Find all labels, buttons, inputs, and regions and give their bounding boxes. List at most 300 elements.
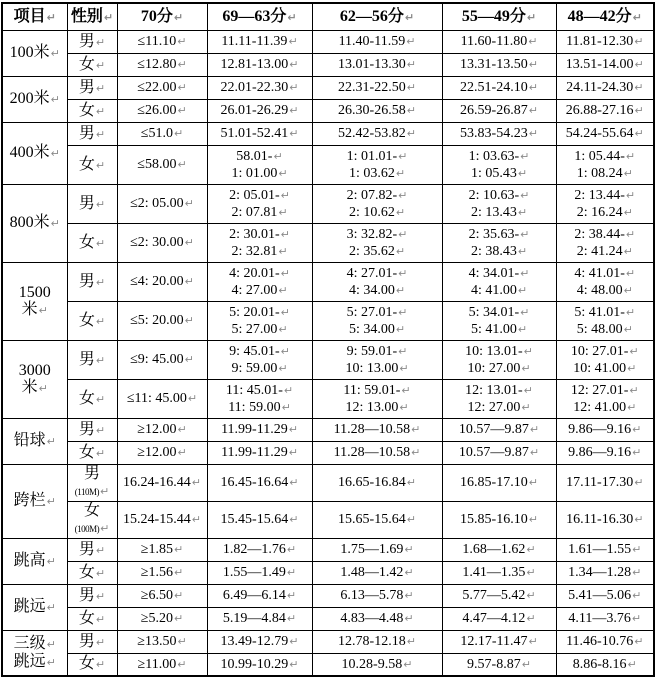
- gender-cell[interactable]: [67, 464, 117, 501]
- paragraph-mark-icon: ↵: [46, 435, 56, 448]
- score-cell[interactable]: [207, 607, 312, 630]
- cell-text: 1.82—1.76: [222, 542, 286, 557]
- score-cell[interactable]: [556, 418, 654, 441]
- paragraph-mark-icon: ↵: [625, 227, 636, 241]
- paragraph-mark-icon: ↵: [520, 266, 530, 280]
- cell-text: ≥12.00: [137, 422, 177, 437]
- cell-text: ≤12.80: [137, 57, 177, 72]
- score-cell[interactable]: [556, 122, 654, 145]
- score-cell[interactable]: [117, 501, 207, 538]
- table-row: [2, 223, 654, 262]
- cell-line: [209, 421, 311, 438]
- score-cell[interactable]: [207, 464, 312, 501]
- paragraph-mark-icon: ↵: [529, 446, 540, 459]
- score-cell[interactable]: [442, 653, 556, 676]
- cell-line: [314, 399, 441, 416]
- score-cell[interactable]: [556, 630, 654, 653]
- paragraph-mark-icon: ↵: [95, 446, 106, 460]
- cell-line: [558, 79, 653, 96]
- score-cell[interactable]: [442, 145, 556, 184]
- paragraph-mark-icon: ↵: [526, 612, 536, 625]
- gender-cell[interactable]: [67, 262, 117, 301]
- cell-line: [444, 79, 555, 96]
- paragraph-mark-icon: ↵: [625, 149, 636, 163]
- score-cell[interactable]: [442, 501, 556, 538]
- cell-text: 51.01-52.41: [220, 126, 289, 141]
- score-cell[interactable]: [312, 30, 442, 53]
- cell-line: [314, 187, 441, 204]
- cell-line: [209, 8, 311, 26]
- paragraph-mark-icon: ↵: [46, 555, 56, 568]
- score-cell[interactable]: [117, 441, 207, 464]
- cell-line: [209, 187, 311, 204]
- cell-line: [444, 226, 555, 243]
- score-cell[interactable]: [117, 538, 207, 561]
- score-cell[interactable]: [442, 122, 556, 145]
- paragraph-mark-icon: ↵: [46, 655, 56, 669]
- score-cell[interactable]: [117, 630, 207, 653]
- header-cell[interactable]: [67, 3, 117, 30]
- score-cell[interactable]: [117, 122, 207, 145]
- paragraph-mark-icon: ↵: [278, 283, 288, 297]
- cell-text: (100M): [74, 523, 100, 534]
- event-cell[interactable]: [2, 418, 67, 464]
- cell-text: 3: 32.82-: [346, 226, 398, 242]
- cell-text: ≥1.85: [140, 542, 173, 557]
- gender-cell[interactable]: [67, 441, 117, 464]
- cell-line: [209, 165, 311, 182]
- cell-text: 11.99-11.29: [221, 445, 288, 460]
- cell-text: 5: 34.01-: [468, 304, 520, 320]
- cell-text: 12: 13.00: [345, 399, 399, 415]
- score-cell[interactable]: [442, 301, 556, 340]
- table-row: [2, 184, 654, 223]
- cell-text: 1500: [18, 283, 51, 301]
- paragraph-mark-icon: ↵: [634, 127, 644, 140]
- table-row: [2, 538, 654, 561]
- cell-text: 4: 41.00: [470, 282, 517, 298]
- score-cell[interactable]: [312, 379, 442, 418]
- event-cell[interactable]: [2, 184, 67, 262]
- paragraph-mark-icon: ↵: [526, 543, 536, 556]
- gender-cell[interactable]: [67, 145, 117, 184]
- cell-line: [4, 284, 66, 301]
- cell-line: [69, 33, 116, 51]
- paragraph-mark-icon: ↵: [289, 104, 299, 117]
- score-cell[interactable]: [442, 184, 556, 223]
- score-cell[interactable]: [442, 76, 556, 99]
- event-cell[interactable]: [2, 30, 67, 76]
- score-cell[interactable]: [556, 99, 654, 122]
- header-cell[interactable]: [207, 3, 312, 30]
- paragraph-mark-icon: ↵: [526, 589, 536, 602]
- table-row: [2, 262, 654, 301]
- score-cell[interactable]: [556, 653, 654, 676]
- cell-line: [69, 102, 116, 120]
- score-cell[interactable]: [117, 76, 207, 99]
- score-cell[interactable]: [442, 561, 556, 584]
- cell-line: [69, 8, 116, 26]
- gender-cell[interactable]: [67, 630, 117, 653]
- score-cell[interactable]: [312, 223, 442, 262]
- score-cell[interactable]: [117, 561, 207, 584]
- paragraph-mark-icon: ↵: [173, 566, 184, 579]
- cell-line: [69, 502, 116, 519]
- score-cell[interactable]: [207, 223, 312, 262]
- score-cell[interactable]: [207, 340, 312, 379]
- paragraph-mark-icon: ↵: [406, 127, 416, 140]
- event-cell[interactable]: [2, 340, 67, 418]
- cell-text: 5.77—5.42: [462, 588, 526, 603]
- cell-line: [444, 399, 555, 416]
- event-cell[interactable]: [2, 76, 67, 122]
- header-cell[interactable]: [556, 3, 654, 30]
- paragraph-mark-icon: ↵: [273, 149, 283, 163]
- cell-text: 11: 59.01-: [343, 382, 401, 398]
- score-cell[interactable]: [207, 630, 312, 653]
- cell-text: 男: [78, 350, 95, 368]
- gender-cell[interactable]: [67, 379, 117, 418]
- score-cell[interactable]: [207, 122, 312, 145]
- score-cell[interactable]: [312, 441, 442, 464]
- cell-line: [69, 444, 116, 462]
- cell-text: 跳远: [13, 598, 46, 615]
- cell-text: 9.57-8.87: [467, 656, 521, 672]
- paragraph-mark-icon: ↵: [95, 353, 106, 367]
- score-cell[interactable]: [117, 418, 207, 441]
- score-cell[interactable]: [312, 340, 442, 379]
- event-cell[interactable]: [2, 584, 67, 630]
- score-cell[interactable]: [117, 607, 207, 630]
- gender-cell[interactable]: [67, 607, 117, 630]
- score-cell[interactable]: [312, 464, 442, 501]
- cell-text: 4: 48.00: [576, 282, 623, 298]
- cell-text: 2: 35.63-: [468, 226, 520, 242]
- cell-text: 男: [78, 420, 95, 438]
- cell-text: 11.60-11.80: [460, 34, 528, 49]
- paragraph-mark-icon: ↵: [528, 127, 538, 140]
- score-cell[interactable]: [442, 441, 556, 464]
- header-cell[interactable]: [312, 3, 442, 30]
- cell-text: 15.85-16.10: [460, 512, 528, 527]
- gender-cell[interactable]: [67, 584, 117, 607]
- score-cell[interactable]: [207, 418, 312, 441]
- score-cell[interactable]: [442, 30, 556, 53]
- gender-cell[interactable]: [67, 184, 117, 223]
- score-cell[interactable]: [117, 301, 207, 340]
- paragraph-mark-icon: ↵: [95, 236, 106, 250]
- score-cell[interactable]: [556, 184, 654, 223]
- score-cell[interactable]: [312, 584, 442, 607]
- paragraph-mark-icon: ↵: [517, 244, 528, 258]
- cell-line: [209, 204, 311, 221]
- score-cell[interactable]: [312, 53, 442, 76]
- cell-text: ≥13.50: [137, 634, 177, 649]
- cell-text: 男: [78, 632, 95, 650]
- cell-text: 男: [78, 586, 95, 604]
- cell-text: 2: 13.44-: [574, 187, 625, 203]
- gender-cell[interactable]: [67, 76, 117, 99]
- score-cell[interactable]: [556, 464, 654, 501]
- cell-text: 5: 27.00: [231, 321, 278, 337]
- gender-cell[interactable]: [67, 301, 117, 340]
- cell-line: [4, 90, 66, 108]
- cell-text: 男: [78, 272, 95, 290]
- cell-line: [119, 610, 206, 627]
- score-cell[interactable]: [312, 301, 442, 340]
- paragraph-mark-icon: ↵: [289, 513, 299, 526]
- cell-line: [209, 321, 311, 338]
- paragraph-mark-icon: ↵: [632, 589, 642, 602]
- score-cell[interactable]: [207, 561, 312, 584]
- cell-line: [119, 656, 206, 673]
- table-row: [2, 418, 654, 441]
- score-cell[interactable]: [207, 301, 312, 340]
- cell-line: [444, 564, 555, 581]
- gender-cell[interactable]: [67, 53, 117, 76]
- score-cell[interactable]: [312, 76, 442, 99]
- gender-cell[interactable]: [67, 223, 117, 262]
- score-cell[interactable]: [207, 441, 312, 464]
- score-cell[interactable]: [312, 538, 442, 561]
- gender-cell[interactable]: [67, 653, 117, 676]
- cell-line: [444, 610, 555, 627]
- event-cell[interactable]: [2, 464, 67, 538]
- score-cell[interactable]: [207, 184, 312, 223]
- cell-text: 11: 59.00: [228, 399, 281, 415]
- header-cell[interactable]: [117, 3, 207, 30]
- cell-line: [444, 511, 555, 528]
- gender-cell[interactable]: [67, 122, 117, 145]
- cell-text: 1.48—1.42: [340, 565, 404, 580]
- score-cell[interactable]: [117, 262, 207, 301]
- paragraph-mark-icon: ↵: [278, 322, 288, 336]
- score-cell[interactable]: [117, 340, 207, 379]
- cell-line: [69, 195, 116, 213]
- paragraph-mark-icon: ↵: [517, 283, 528, 297]
- score-cell[interactable]: [442, 464, 556, 501]
- cell-text: 16.65-16.84: [338, 475, 406, 490]
- score-cell[interactable]: [442, 630, 556, 653]
- score-cell[interactable]: [556, 607, 654, 630]
- paragraph-mark-icon: ↵: [286, 612, 297, 625]
- event-cell[interactable]: [2, 122, 67, 184]
- score-cell[interactable]: [312, 561, 442, 584]
- cell-text: 9: 45.01-: [229, 343, 280, 359]
- score-cell[interactable]: [117, 379, 207, 418]
- cell-text: 2: 07.81: [231, 204, 278, 220]
- paragraph-mark-icon: ↵: [528, 635, 538, 648]
- score-cell[interactable]: [556, 76, 654, 99]
- cell-text: 1.61—1.55: [568, 542, 632, 557]
- score-cell[interactable]: [207, 653, 312, 676]
- score-cell[interactable]: [556, 561, 654, 584]
- event-cell[interactable]: [2, 630, 67, 676]
- event-cell[interactable]: [2, 538, 67, 584]
- score-cell[interactable]: [312, 630, 442, 653]
- score-cell[interactable]: [442, 262, 556, 301]
- cell-text: 2: 35.62: [348, 243, 395, 259]
- cell-text: ≤22.00: [137, 80, 177, 95]
- score-cell[interactable]: [556, 223, 654, 262]
- cell-text: 跳高: [13, 552, 46, 569]
- cell-text: 12: 27.01-: [570, 382, 629, 398]
- score-cell[interactable]: [442, 99, 556, 122]
- table-row: [2, 145, 654, 184]
- cell-text: 铅球: [13, 432, 46, 449]
- score-cell[interactable]: [556, 145, 654, 184]
- score-cell[interactable]: [556, 340, 654, 379]
- cell-text: 6.13—5.78: [340, 588, 404, 603]
- paragraph-mark-icon: ↵: [520, 188, 530, 202]
- score-cell[interactable]: [556, 301, 654, 340]
- score-cell[interactable]: [442, 584, 556, 607]
- cell-line: [119, 390, 206, 407]
- score-cell[interactable]: [117, 99, 207, 122]
- table-row: [2, 584, 654, 607]
- cell-line: [558, 226, 653, 243]
- score-cell[interactable]: [207, 379, 312, 418]
- score-cell[interactable]: [312, 99, 442, 122]
- paragraph-mark-icon: ↵: [95, 104, 106, 118]
- gender-cell[interactable]: [67, 99, 117, 122]
- cell-line: [209, 79, 311, 96]
- gender-cell[interactable]: [67, 561, 117, 584]
- score-cell[interactable]: [442, 538, 556, 561]
- event-cell[interactable]: [2, 262, 67, 340]
- cell-line: [558, 343, 653, 360]
- table-row: [2, 53, 654, 76]
- paragraph-mark-icon: ↵: [395, 166, 406, 180]
- paragraph-mark-icon: ↵: [634, 58, 644, 71]
- score-cell[interactable]: [117, 653, 207, 676]
- paragraph-mark-icon: ↵: [50, 47, 60, 60]
- score-cell[interactable]: [207, 145, 312, 184]
- cell-line: [69, 56, 116, 74]
- table-row: [2, 561, 654, 584]
- cell-line: [444, 187, 555, 204]
- score-cell[interactable]: [312, 262, 442, 301]
- cell-text: ≤58.00: [137, 157, 177, 172]
- score-cell[interactable]: [312, 653, 442, 676]
- score-cell[interactable]: [117, 464, 207, 501]
- score-cell[interactable]: [442, 53, 556, 76]
- score-cell[interactable]: [207, 76, 312, 99]
- score-cell[interactable]: [207, 53, 312, 76]
- cell-line: [314, 444, 441, 461]
- score-cell[interactable]: [442, 607, 556, 630]
- paragraph-mark-icon: ↵: [184, 314, 194, 327]
- cell-line: [314, 587, 441, 604]
- score-cell[interactable]: [117, 145, 207, 184]
- paragraph-mark-icon: ↵: [517, 166, 528, 180]
- cell-text: 1: 03.62: [348, 165, 395, 181]
- cell-text: 4: 34.01-: [468, 265, 520, 281]
- score-cell[interactable]: [556, 262, 654, 301]
- cell-line: [314, 8, 441, 26]
- score-cell[interactable]: [556, 53, 654, 76]
- cell-line: [209, 633, 311, 650]
- score-cell[interactable]: [117, 53, 207, 76]
- cell-line: [69, 541, 116, 559]
- paragraph-mark-icon: ↵: [395, 322, 406, 336]
- header-cell[interactable]: [2, 3, 67, 30]
- paragraph-mark-icon: ↵: [177, 58, 187, 71]
- gender-cell[interactable]: [67, 538, 117, 561]
- cell-line: [314, 474, 441, 491]
- header-cell[interactable]: [442, 3, 556, 30]
- score-cell[interactable]: [556, 379, 654, 418]
- score-cell[interactable]: [207, 30, 312, 53]
- score-cell[interactable]: [556, 441, 654, 464]
- score-cell[interactable]: [556, 501, 654, 538]
- score-cell[interactable]: [117, 223, 207, 262]
- cell-text: 5.41—5.06: [568, 588, 632, 603]
- paragraph-mark-icon: ↵: [623, 322, 633, 336]
- gender-cell[interactable]: [67, 30, 117, 53]
- paragraph-mark-icon: ↵: [411, 423, 421, 436]
- table-row: [2, 630, 654, 653]
- cell-text: 12: 27.00: [467, 399, 521, 415]
- score-cell[interactable]: [207, 584, 312, 607]
- score-cell[interactable]: [117, 30, 207, 53]
- score-cell[interactable]: [312, 418, 442, 441]
- gender-cell[interactable]: [67, 340, 117, 379]
- score-cell[interactable]: [207, 262, 312, 301]
- cell-text: 26.59-26.87: [460, 103, 528, 118]
- cell-line: [314, 165, 441, 182]
- cell-line: [4, 144, 66, 162]
- score-cell[interactable]: [442, 340, 556, 379]
- cell-line: [444, 474, 555, 491]
- score-cell[interactable]: [442, 379, 556, 418]
- score-cell[interactable]: [207, 538, 312, 561]
- score-cell[interactable]: [556, 30, 654, 53]
- paragraph-mark-icon: ↵: [632, 566, 642, 579]
- score-cell[interactable]: [312, 184, 442, 223]
- cell-line: [4, 492, 66, 510]
- score-cell[interactable]: [442, 223, 556, 262]
- score-cell[interactable]: [117, 184, 207, 223]
- paragraph-mark-icon: ↵: [278, 205, 288, 219]
- score-cell[interactable]: [207, 501, 312, 538]
- cell-line: [314, 56, 441, 73]
- score-cell[interactable]: [312, 122, 442, 145]
- paragraph-mark-icon: ↵: [629, 383, 639, 397]
- cell-text: 13.51-14.00: [565, 57, 634, 72]
- gender-cell[interactable]: [67, 501, 117, 538]
- cell-text: 10.57—9.87: [458, 445, 529, 460]
- cell-line: [209, 226, 311, 243]
- table-row: [2, 464, 654, 501]
- gender-cell[interactable]: [67, 418, 117, 441]
- score-cell[interactable]: [556, 538, 654, 561]
- score-cell[interactable]: [312, 501, 442, 538]
- cell-text: ≥12.00: [137, 445, 177, 460]
- score-cell[interactable]: [312, 607, 442, 630]
- paragraph-mark-icon: ↵: [398, 188, 408, 202]
- score-cell[interactable]: [117, 584, 207, 607]
- score-cell[interactable]: [556, 584, 654, 607]
- score-cell[interactable]: [312, 145, 442, 184]
- cell-line: [444, 282, 555, 299]
- paragraph-mark-icon: ↵: [103, 10, 114, 24]
- cell-text: 2: 07.82-: [346, 187, 398, 203]
- score-cell[interactable]: [207, 99, 312, 122]
- cell-text: 12: 13.01-: [465, 382, 523, 398]
- score-cell[interactable]: [442, 418, 556, 441]
- cell-line: [119, 195, 206, 212]
